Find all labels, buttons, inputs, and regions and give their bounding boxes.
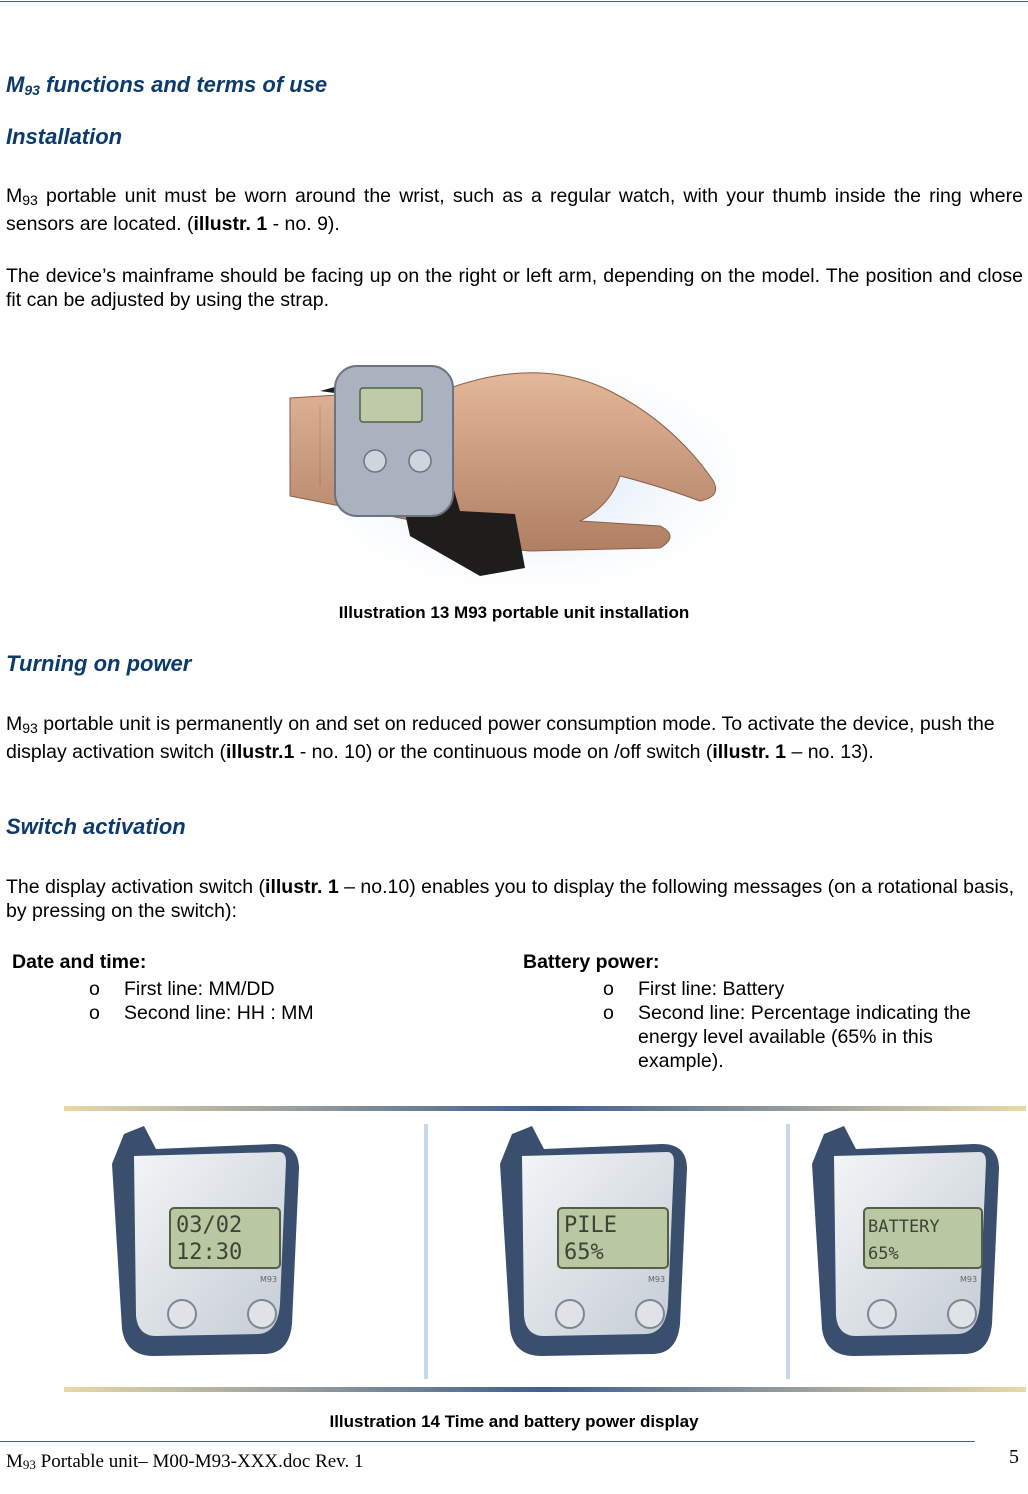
device-1-brand: M93 [260, 1275, 278, 1284]
device-2-line-2: 65% [564, 1240, 604, 1265]
device-date-time [112, 1126, 299, 1356]
heading-main: $M_{93}$ functions and terms of use [6, 72, 328, 98]
date-bullet-2: o Second line: HH : MM [89, 1002, 314, 1024]
battery-bullet-2: o Second line: Percentage indicating the energy level available (65% in this example). [603, 1002, 971, 1072]
heading-installation: Installation [6, 124, 123, 149]
bottom-band [64, 1387, 1026, 1392]
footer-rule [0, 1441, 975, 1442]
device-3-line-1: BATTERY [868, 1217, 940, 1237]
device-1-line-1: 03/02 [176, 1213, 243, 1238]
caption-illustration-14: Illustration 14 Time and battery power display [329, 1412, 699, 1431]
wrist-illustration [280, 336, 760, 598]
device-battery-pile [500, 1126, 687, 1356]
device-displays-illustration [64, 1104, 1026, 1394]
device-battery [812, 1126, 999, 1356]
device-3-brand: M93 [960, 1275, 978, 1284]
heading-switch-activation: Switch activation [6, 814, 186, 839]
date-time-title: Date and time: [12, 951, 147, 973]
top-rule [0, 1, 1028, 2]
device-3-line-2: 65% [868, 1244, 899, 1264]
install-paragraph-2: The device’s mainframe should be facing up on the right or left arm, depending on the model. The position and close fit can be adjusted by using the strap. [6, 265, 1023, 311]
separator-1 [424, 1124, 428, 1379]
separator-2 [786, 1124, 790, 1379]
top-band [64, 1106, 1026, 1111]
footer-doc-title: M93 Portable unit– M00-M93-XXX.doc Rev. 1 [6, 1451, 364, 1472]
device-1-line-2: 12:30 [176, 1240, 243, 1265]
power-paragraph: $M_{93}$ portable unit is permanently on and set on reduced power consumption mode. To activate the device, push the display activation switch (illustr.1 - no. 10) or the continuous mode on /off switch (illustr. 1 – no. 13). [6, 713, 995, 763]
page-number: 5 [1009, 1446, 1019, 1468]
heading-turning-on-power: Turning on power [6, 651, 192, 676]
device-2-brand: M93 [648, 1275, 666, 1284]
caption-illustration-13: Illustration 13 M93 portable unit installation [338, 603, 690, 622]
battery-bullet-1: o First line: Battery [603, 978, 785, 1000]
date-bullet-1: o First line: MM/DD [89, 978, 275, 1000]
install-paragraph-1: $M_{93}$ portable unit must be worn around the wrist, such as a regular watch, with your thumb inside the ring where sensors are located. (illustr. 1 - no. 9). [6, 185, 1023, 235]
battery-power-title: Battery power: [523, 951, 660, 973]
switch-paragraph: The display activation switch (illustr. 1 – no.10) enables you to display the following messages (on a rotational basis, by pressing on the switch): [6, 876, 1015, 922]
device-2-line-1: PILE [564, 1213, 617, 1238]
